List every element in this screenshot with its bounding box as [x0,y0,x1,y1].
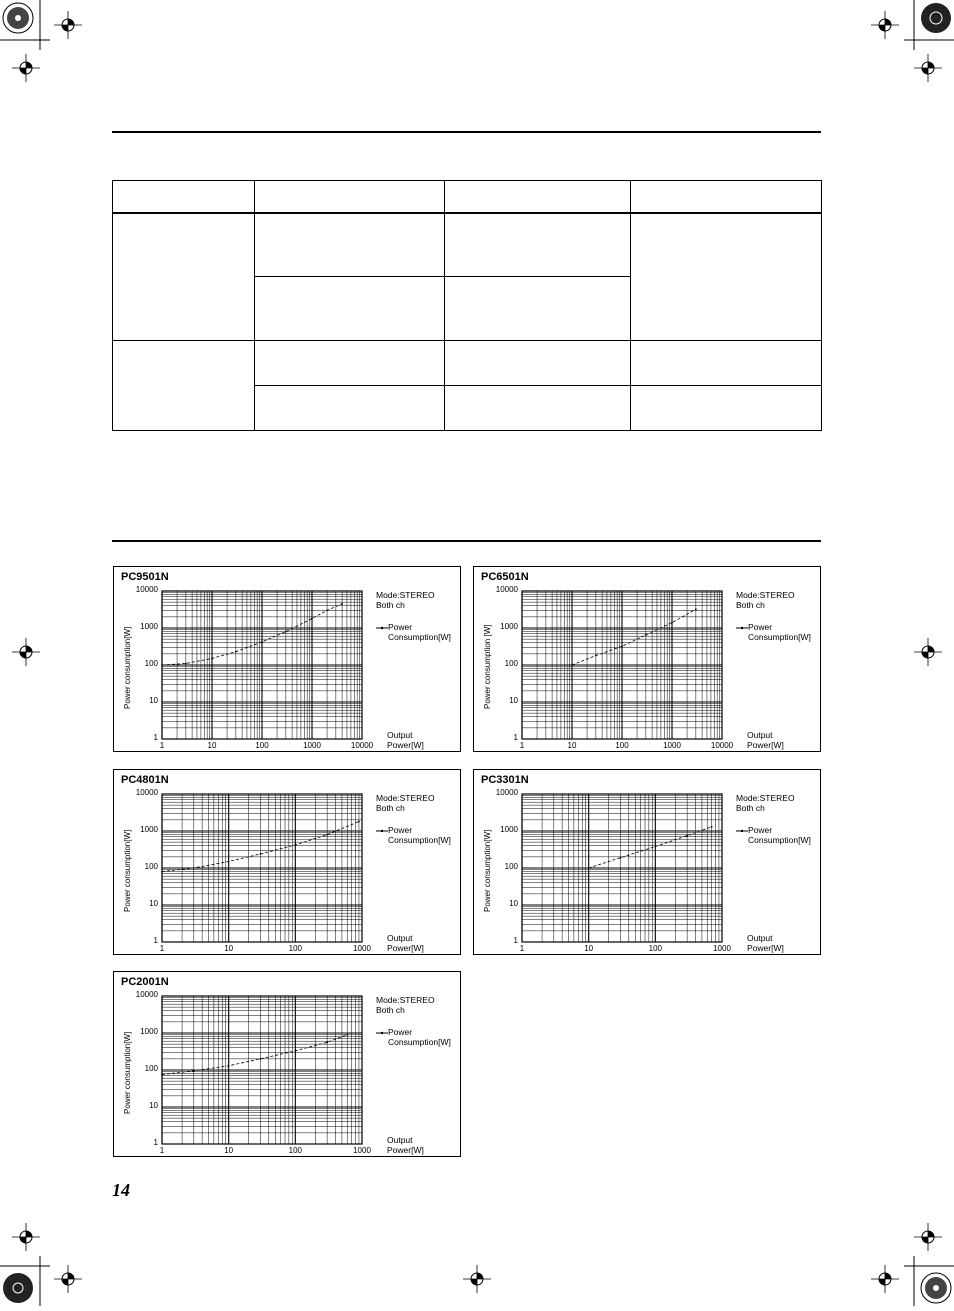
data-point [161,1074,163,1076]
table-cell [445,386,631,431]
data-point [671,622,673,624]
series-line [589,827,712,868]
x-tick-label: 10000 [710,741,734,750]
x-tick-label: 10000 [350,741,374,750]
data-point [294,844,296,846]
table-cell [255,277,445,341]
x-tick-label: 10 [207,741,217,750]
crosshair-mark [914,1223,942,1251]
spec-table [112,180,822,431]
x-tick-label: 1 [159,1146,165,1155]
x-axis-label: Output Power[W] [387,933,424,953]
mode-note [736,793,795,813]
crosshair-mark [54,1265,82,1293]
chart-panel-pc4801n [113,769,461,955]
y-axis-label: Power consumption[W] [483,829,492,912]
data-point [235,651,237,653]
x-axis-label: Output Power[W] [747,730,784,750]
x-tick-label: 100 [615,741,629,750]
data-point [686,835,688,837]
legend-line-icon [376,625,388,631]
table-cell [113,213,255,341]
crosshair-mark [871,11,899,39]
chart-title: PC4801N [121,774,169,786]
data-point [161,664,163,666]
x-axis-label: Output Power[W] [747,933,784,953]
crosshair-mark [12,1223,40,1251]
channel-text: Both ch [376,803,405,813]
y-tick-label: 1000 [140,622,158,631]
y-tick-label: 10000 [135,788,158,797]
data-point [260,1058,262,1060]
y-tick-label: 10 [509,899,518,908]
y-tick-label: 1 [153,936,158,945]
data-point [161,871,163,873]
data-point [193,867,195,869]
table-cell [445,213,631,277]
x-tick-label: 10 [224,1146,234,1155]
chart-panel-pc2001n [113,971,461,1157]
data-point [341,603,343,605]
y-tick-label: 1000 [500,622,518,631]
grid-lines [522,794,722,942]
data-point [211,658,213,660]
chart-panel-pc9501n [113,566,461,752]
y-tick-label: 100 [144,659,158,668]
data-point [326,609,328,611]
grid-lines [162,996,362,1144]
channel-text: Both ch [376,1005,405,1015]
data-point [654,846,656,848]
plot-area [522,794,722,942]
chart-title: PC6501N [481,571,529,583]
data-point [261,641,263,643]
legend-text: Power Consumption[W] [748,825,811,845]
y-axis-label: Power consumption [W] [483,624,492,709]
table-cell [631,213,822,341]
data-point [358,821,360,823]
y-axis-label: Power consumption[W] [123,1031,132,1114]
table-cell [255,213,445,277]
legend-text: Power Consumption[W] [388,622,451,642]
y-axis-label: Power consumption[W] [123,829,132,912]
mode-text: Mode:STEREO [376,793,435,803]
table-cell [445,277,631,341]
target-mark-top-left [0,0,36,41]
channel-text: Both ch [376,600,405,610]
y-axis-label: Power consumption[W] [123,626,132,709]
crosshair-mark [12,638,40,666]
mode-text: Mode:STEREO [376,590,435,600]
chart-title: PC2001N [121,976,169,988]
legend [376,1027,458,1047]
mode-text: Mode:STEREO [736,793,795,803]
series-line [572,609,696,665]
legend-line-icon [736,828,748,834]
table-cell [445,181,631,213]
y-tick-label: 1 [513,733,518,742]
mode-text: Mode:STEREO [376,995,435,1005]
y-tick-label: 10000 [135,585,158,594]
y-tick-label: 100 [144,862,158,871]
chart-panel-pc3301n [473,769,821,955]
data-point [311,618,313,620]
x-tick-label: 1000 [353,944,371,953]
y-tick-label: 100 [504,659,518,668]
y-tick-label: 1000 [140,825,158,834]
x-tick-label: 1 [519,944,525,953]
table-cell [631,181,822,213]
crosshair-mark [914,54,942,82]
data-point [326,1041,328,1043]
table-row [113,213,822,277]
y-tick-label: 100 [504,862,518,871]
data-point [228,861,230,863]
legend [736,622,818,642]
x-tick-label: 10 [224,944,234,953]
x-tick-label: 100 [288,1146,302,1155]
data-point [228,1065,230,1067]
y-tick-label: 1 [153,733,158,742]
data-point [621,645,623,647]
series-line [162,604,342,665]
target-mark-top-right [918,0,954,41]
legend-text: Power Consumption[W] [388,825,451,845]
table-cell [445,341,631,386]
legend [736,825,818,845]
x-axis-label: Output Power[W] [387,1135,424,1155]
table-cell [255,341,445,386]
x-tick-label: 1 [159,741,165,750]
crosshair-mark [12,54,40,82]
x-tick-label: 1 [159,944,165,953]
plot-area [162,996,362,1144]
table-header-row [113,181,822,213]
x-tick-label: 1000 [353,1146,371,1155]
mode-note [376,590,435,610]
data-point [260,853,262,855]
legend-line-icon [376,828,388,834]
page-number: 14 [112,1180,130,1200]
channel-text: Both ch [736,803,765,813]
crosshair-mark [463,1265,491,1293]
mode-note [376,793,435,813]
y-tick-label: 10 [509,696,518,705]
legend [376,825,458,845]
grid-lines [522,591,722,739]
data-point [620,857,622,859]
x-tick-label: 100 [648,944,662,953]
y-tick-label: 1000 [500,825,518,834]
data-point [294,1050,296,1052]
x-tick-label: 1000 [713,944,731,953]
data-point [193,1070,195,1072]
table-cell [113,341,255,431]
x-tick-label: 1000 [663,741,681,750]
legend-text: Power Consumption[W] [388,1027,451,1047]
legend-line-icon [736,625,748,631]
table-cell [113,181,255,213]
target-mark-bottom-right [918,1270,954,1311]
y-tick-label: 100 [144,1064,158,1073]
y-tick-label: 10000 [135,990,158,999]
y-tick-label: 10000 [495,788,518,797]
table-cell [631,341,822,386]
data-point [346,1034,348,1036]
table-row [113,341,822,386]
y-tick-label: 10 [149,1101,158,1110]
y-tick-label: 1 [153,1138,158,1147]
chart-panel-pc6501n [473,566,821,752]
crosshair-mark [54,11,82,39]
table-cell [255,181,445,213]
plot-area [522,591,722,739]
y-tick-label: 10 [149,696,158,705]
y-tick-label: 1000 [140,1027,158,1036]
plot-area [162,591,362,739]
x-tick-label: 1 [519,741,525,750]
mid-rule [112,540,821,542]
data-point [588,867,590,869]
table-cell [255,386,445,431]
data-point [326,834,328,836]
mode-text: Mode:STEREO [736,590,795,600]
legend-line-icon [376,1030,388,1036]
top-rule [112,131,821,133]
legend [376,622,458,642]
legend-text: Power Consumption[W] [748,622,811,642]
mode-note [376,995,435,1015]
data-point [695,608,697,610]
y-tick-label: 10 [149,899,158,908]
target-mark-bottom-left [0,1270,36,1311]
crosshair-mark [914,638,942,666]
x-axis-label: Output Power[W] [387,730,424,750]
chart-title: PC9501N [121,571,169,583]
data-point [185,663,187,665]
data-point [571,664,573,666]
x-tick-label: 10 [567,741,577,750]
x-tick-label: 1000 [303,741,321,750]
chart-title: PC3301N [481,774,529,786]
x-tick-label: 100 [288,944,302,953]
plot-area [162,794,362,942]
data-point [711,826,713,828]
series-line [162,1035,347,1075]
table-cell [631,386,822,431]
crosshair-mark [871,1265,899,1293]
mode-note [736,590,795,610]
data-point [595,655,597,657]
grid-lines [162,591,362,739]
x-tick-label: 100 [255,741,269,750]
y-tick-label: 10000 [495,585,518,594]
y-tick-label: 1 [513,936,518,945]
channel-text: Both ch [736,600,765,610]
x-tick-label: 10 [584,944,594,953]
data-point [285,631,287,633]
data-point [645,634,647,636]
